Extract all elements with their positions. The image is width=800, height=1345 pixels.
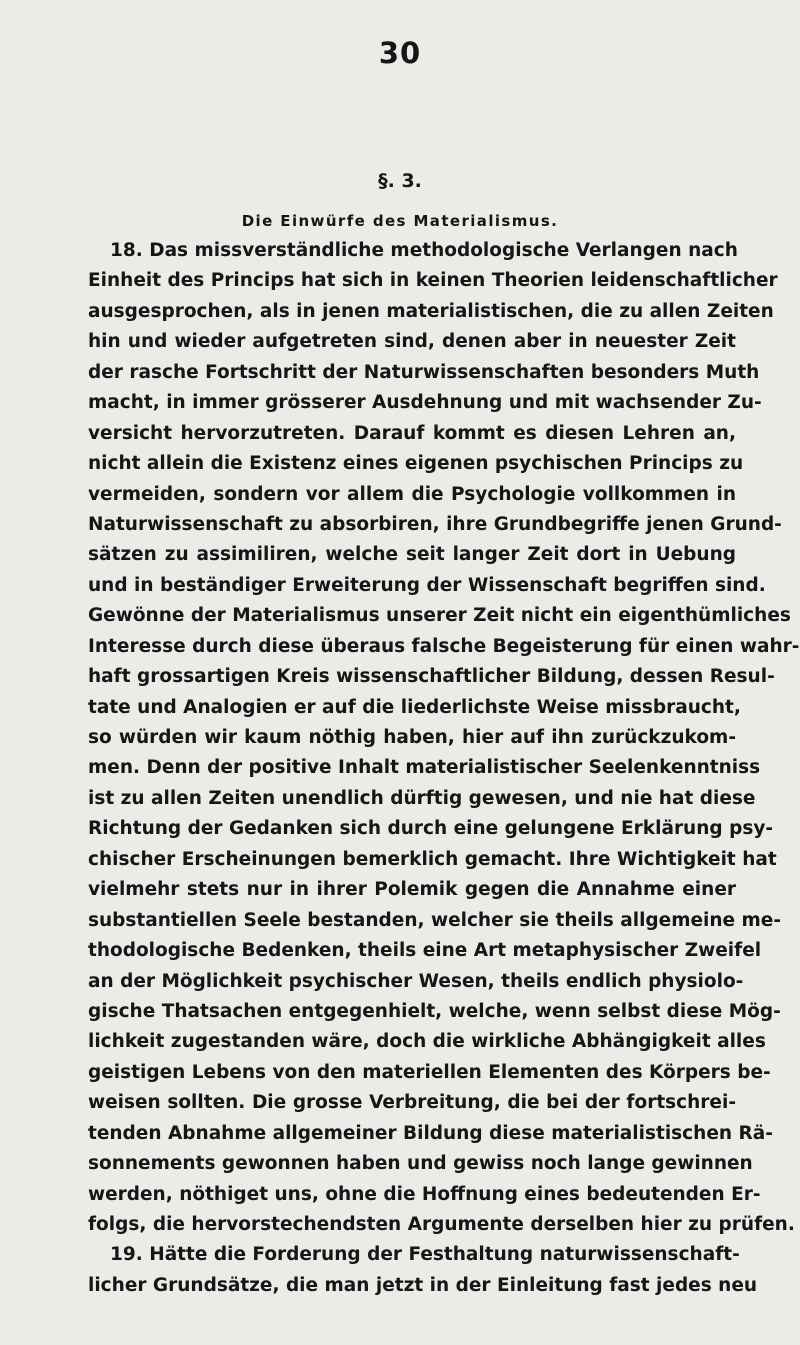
paragraph-1-line: men. Denn der positive Inhalt materialistischer Seelenkenntniss [88, 757, 761, 779]
paragraph-1-line: haft grossartigen Kreis wissenschaftlicher Bildung, dessen Resul- [88, 666, 775, 688]
paragraph-1-line: chischer Erscheinungen bemerklich gemacht. Ihre Wichtigkeit hat [88, 848, 777, 870]
paragraph-1-line: nicht allein die Existenz eines eigenen psychischen Princips zu [88, 453, 744, 475]
paragraph-1-line: und in beständiger Erweiterung der Wissenschaft begriffen sind. [88, 574, 766, 596]
page-number: 30 [378, 36, 422, 70]
paragraph-1-line: sonnements gewonnen haben und gewiss noch lange gewinnen [88, 1153, 753, 1175]
paragraph-1-line: tenden Abnahme allgemeiner Bildung diese materialistischen Rä- [88, 1122, 773, 1144]
paragraph-1-line: ist zu allen Zeiten unendlich dürftig gewesen, und nie hat diese [88, 787, 756, 809]
paragraph-1-line: Richtung der Gedanken sich durch eine gelungene Erklärung psy- [88, 818, 774, 840]
paragraph-1-line: gische Thatsachen entgegenhielt, welche, wenn selbst diese Mög- [88, 1000, 781, 1022]
paragraph-1-line: Einheit des Princips hat sich in keinen Theorien leidenschaftlicher [88, 270, 778, 292]
paragraph-1-line: lichkeit zugestanden wäre, doch die wirkliche Abhängigkeit alles [88, 1031, 766, 1053]
paragraph-1-line: thodologische Bedenken, theils eine Art metaphysischer Zweifel [88, 940, 762, 962]
paragraph-1-line: weisen sollten. Die grosse Verbreitung, die bei der fortschrei- [88, 1092, 736, 1114]
body-text [88, 236, 800, 1301]
paragraph-1-line: Naturwissenschaft zu absorbiren, ihre Grundbegriffe jenen Grund- [88, 513, 782, 535]
paragraph-2-line: licher Grundsätze, die man jetzt in der Einleitung fast jedes neu [88, 1274, 758, 1296]
paragraph-1-line: ausgesprochen, als in jenen materialistischen, die zu allen Zeiten [88, 300, 774, 322]
paragraph-2-line: 19. Hätte die Forderung der Festhaltung naturwissenschaft- [110, 1244, 740, 1266]
paragraph-1-line: an der Möglichkeit psychischer Wesen, theils endlich physiolo- [88, 970, 744, 992]
paragraph-1-line: versicht hervorzutreten. Darauf kommt es diesen Lehren an, [88, 422, 736, 444]
paragraph-1-line: 18. Das missverständliche methodologische Verlangen nach [110, 240, 738, 261]
paragraph-1-line: tate und Analogien er auf die liederlichste Weise missbraucht, [88, 696, 741, 718]
paragraph-1-line: vielmehr stets nur in ihrer Polemik gegen die Annahme einer [88, 879, 736, 901]
paragraph-1-line: Gewönne der Materialismus unserer Zeit nicht ein eigenthümliches [88, 605, 791, 627]
section-number: §. 3. [378, 170, 422, 192]
paragraph-1-line: folgs, die hervorstechendsten Argumente derselben hier zu prüfen. [88, 1214, 795, 1235]
paragraph-1-line: so würden wir kaum nöthig haben, hier auf ihn zurückzukom- [88, 727, 736, 748]
paragraph-1-line: Interesse durch diese überaus falsche Begeisterung für einen wahr- [88, 635, 800, 657]
section-title: Die Einwürfe des Materialismus. [241, 212, 559, 230]
paragraph-1-line: macht, in immer grösserer Ausdehnung und mit wachsender Zu- [88, 392, 762, 414]
paragraph-1-line: werden, nöthiget uns, ohne die Hoffnung eines bedeutenden Er- [88, 1183, 761, 1205]
paragraph-1-line: der rasche Fortschritt der Naturwissenschaften besonders Muth [88, 361, 760, 383]
paragraph-1-line: substantiellen Seele bestanden, welcher sie theils allgemeine me- [88, 909, 782, 931]
paragraph-1-line: vermeiden, sondern vor allem die Psychologie vollkommen in [88, 483, 736, 505]
paragraph-1-line: geistigen Lebens von den materiellen Elementen des Körpers be- [88, 1061, 771, 1083]
paragraph-1-line: hin und wieder aufgetreten sind, denen aber in neuester Zeit [88, 331, 736, 353]
paragraph-1-line: sätzen zu assimiliren, welche seit langer Zeit dort in Uebung [88, 544, 736, 566]
